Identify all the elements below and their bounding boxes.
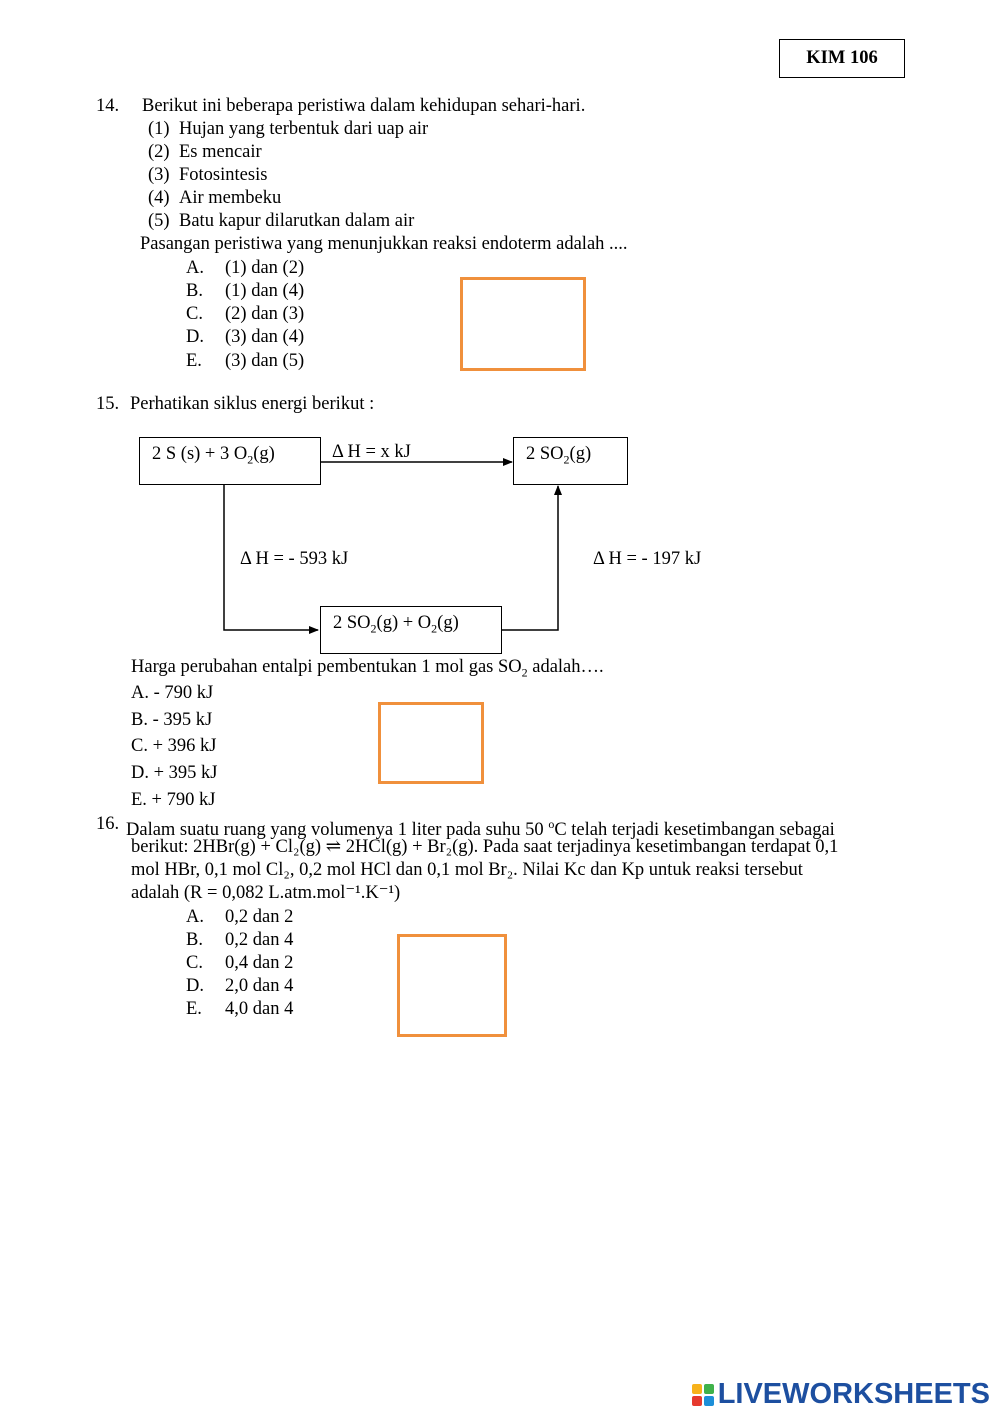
list-item: (1) (148, 119, 170, 139)
question-number: 14. (96, 96, 120, 116)
list-item: (5) (148, 211, 170, 231)
question-prompt: Harga perubahan entalpi pembentukan 1 mol gas $SO_2$ adalah…. (131, 657, 604, 680)
question-prompt: Pasangan peristiwa yang menunjukkan reaksi endoterm adalah .... (140, 234, 628, 254)
cycle-arrows (0, 0, 1000, 700)
dh-step1-label: Δ H = - 593 kJ (240, 549, 349, 569)
option-letter: E. (186, 999, 202, 1019)
option-letter: A. (186, 907, 204, 927)
option-letter: C. (186, 304, 203, 324)
step2-arrow (502, 486, 558, 630)
option-letter: C. (186, 953, 203, 973)
list-item-text: Batu kapur dilarutkan dalam air (179, 211, 415, 231)
dh-step2-label: Δ H = - 197 kJ (593, 549, 702, 569)
list-item: (4) (148, 188, 170, 208)
dh-direct-label: Δ H = x kJ (332, 442, 411, 462)
option-text: 4,0 dan 4 (225, 999, 294, 1019)
list-item-text: Fotosintesis (179, 165, 268, 185)
list-item-text: Hujan yang terbentuk dari uap air (179, 119, 429, 139)
option-text: D. + 395 kJ (131, 763, 218, 783)
question-number: 16. (96, 814, 120, 834)
question-line: mol HBr, 0,1 mol Cl₂, 0,2 mol HCl dan 0,1 mol Br₂. Nilai Kc dan Kp untuk reaksi tersebut (131, 860, 803, 880)
option-text: (1) dan (2) (225, 258, 305, 278)
question-number: 15. (96, 394, 120, 414)
option-text: 0,2 dan 2 (225, 907, 294, 927)
option-text: (2) dan (3) (225, 304, 305, 324)
brand-name: LIVEWORKSHEETS (717, 1378, 990, 1410)
liveworksheets-brand (692, 1378, 990, 1411)
question-stem: Dalam suatu ruang yang volumenya 1 liter pada suhu 50 $^o$C telah terjadi kesetimbangan sebagai (126, 817, 835, 841)
liveworksheets-logo-icon (692, 1384, 714, 1406)
option-letter: D. (186, 327, 204, 347)
option-letter: A. (186, 258, 204, 278)
option-letter: B. (186, 281, 203, 301)
product-box: 2 $SO_2(g)$ (513, 437, 628, 485)
answer-input-15[interactable] (378, 702, 484, 784)
list-item-text: Air membeku (179, 188, 282, 208)
option-letter: E. (186, 351, 202, 371)
list-item: (2) (148, 142, 170, 162)
question-stem: Berikut ini beberapa peristiwa dalam kehidupan sehari-hari. (142, 96, 586, 116)
question-line: berikut: 2HBr(g) + Cl₂(g) ⇌ 2HCl(g) + Br₂(g). Pada saat terjadinya kesetimbangan terdapat 0,1 (131, 837, 839, 857)
option-text: 2,0 dan 4 (225, 976, 294, 996)
list-item: (3) (148, 165, 170, 185)
question-stem: Perhatikan siklus energi berikut : (130, 394, 375, 414)
list-item-text: Es mencair (179, 142, 262, 162)
option-text: (1) dan (4) (225, 281, 305, 301)
question-line: adalah (R = 0,082 L.atm.mol⁻¹.K⁻¹) (131, 883, 401, 903)
page-code: KIM 106 (806, 48, 878, 68)
reactant-box: 2 S (s) + 3 $O_2(g)$ (139, 437, 321, 485)
option-text: C. + 396 kJ (131, 736, 217, 756)
intermediate-box: 2 $SO_2(g) + O_2(g)$ (320, 606, 502, 654)
option-letter: D. (186, 976, 204, 996)
option-text: (3) dan (4) (225, 327, 305, 347)
option-text: E. + 790 kJ (131, 790, 216, 810)
option-text: 0,4 dan 2 (225, 953, 294, 973)
option-text: 0,2 dan 4 (225, 930, 294, 950)
option-letter: B. (186, 930, 203, 950)
option-text: (3) dan (5) (225, 351, 305, 371)
option-text: A. - 790 kJ (131, 683, 214, 703)
option-text: B. - 395 kJ (131, 710, 213, 730)
answer-input-16[interactable] (397, 934, 507, 1037)
